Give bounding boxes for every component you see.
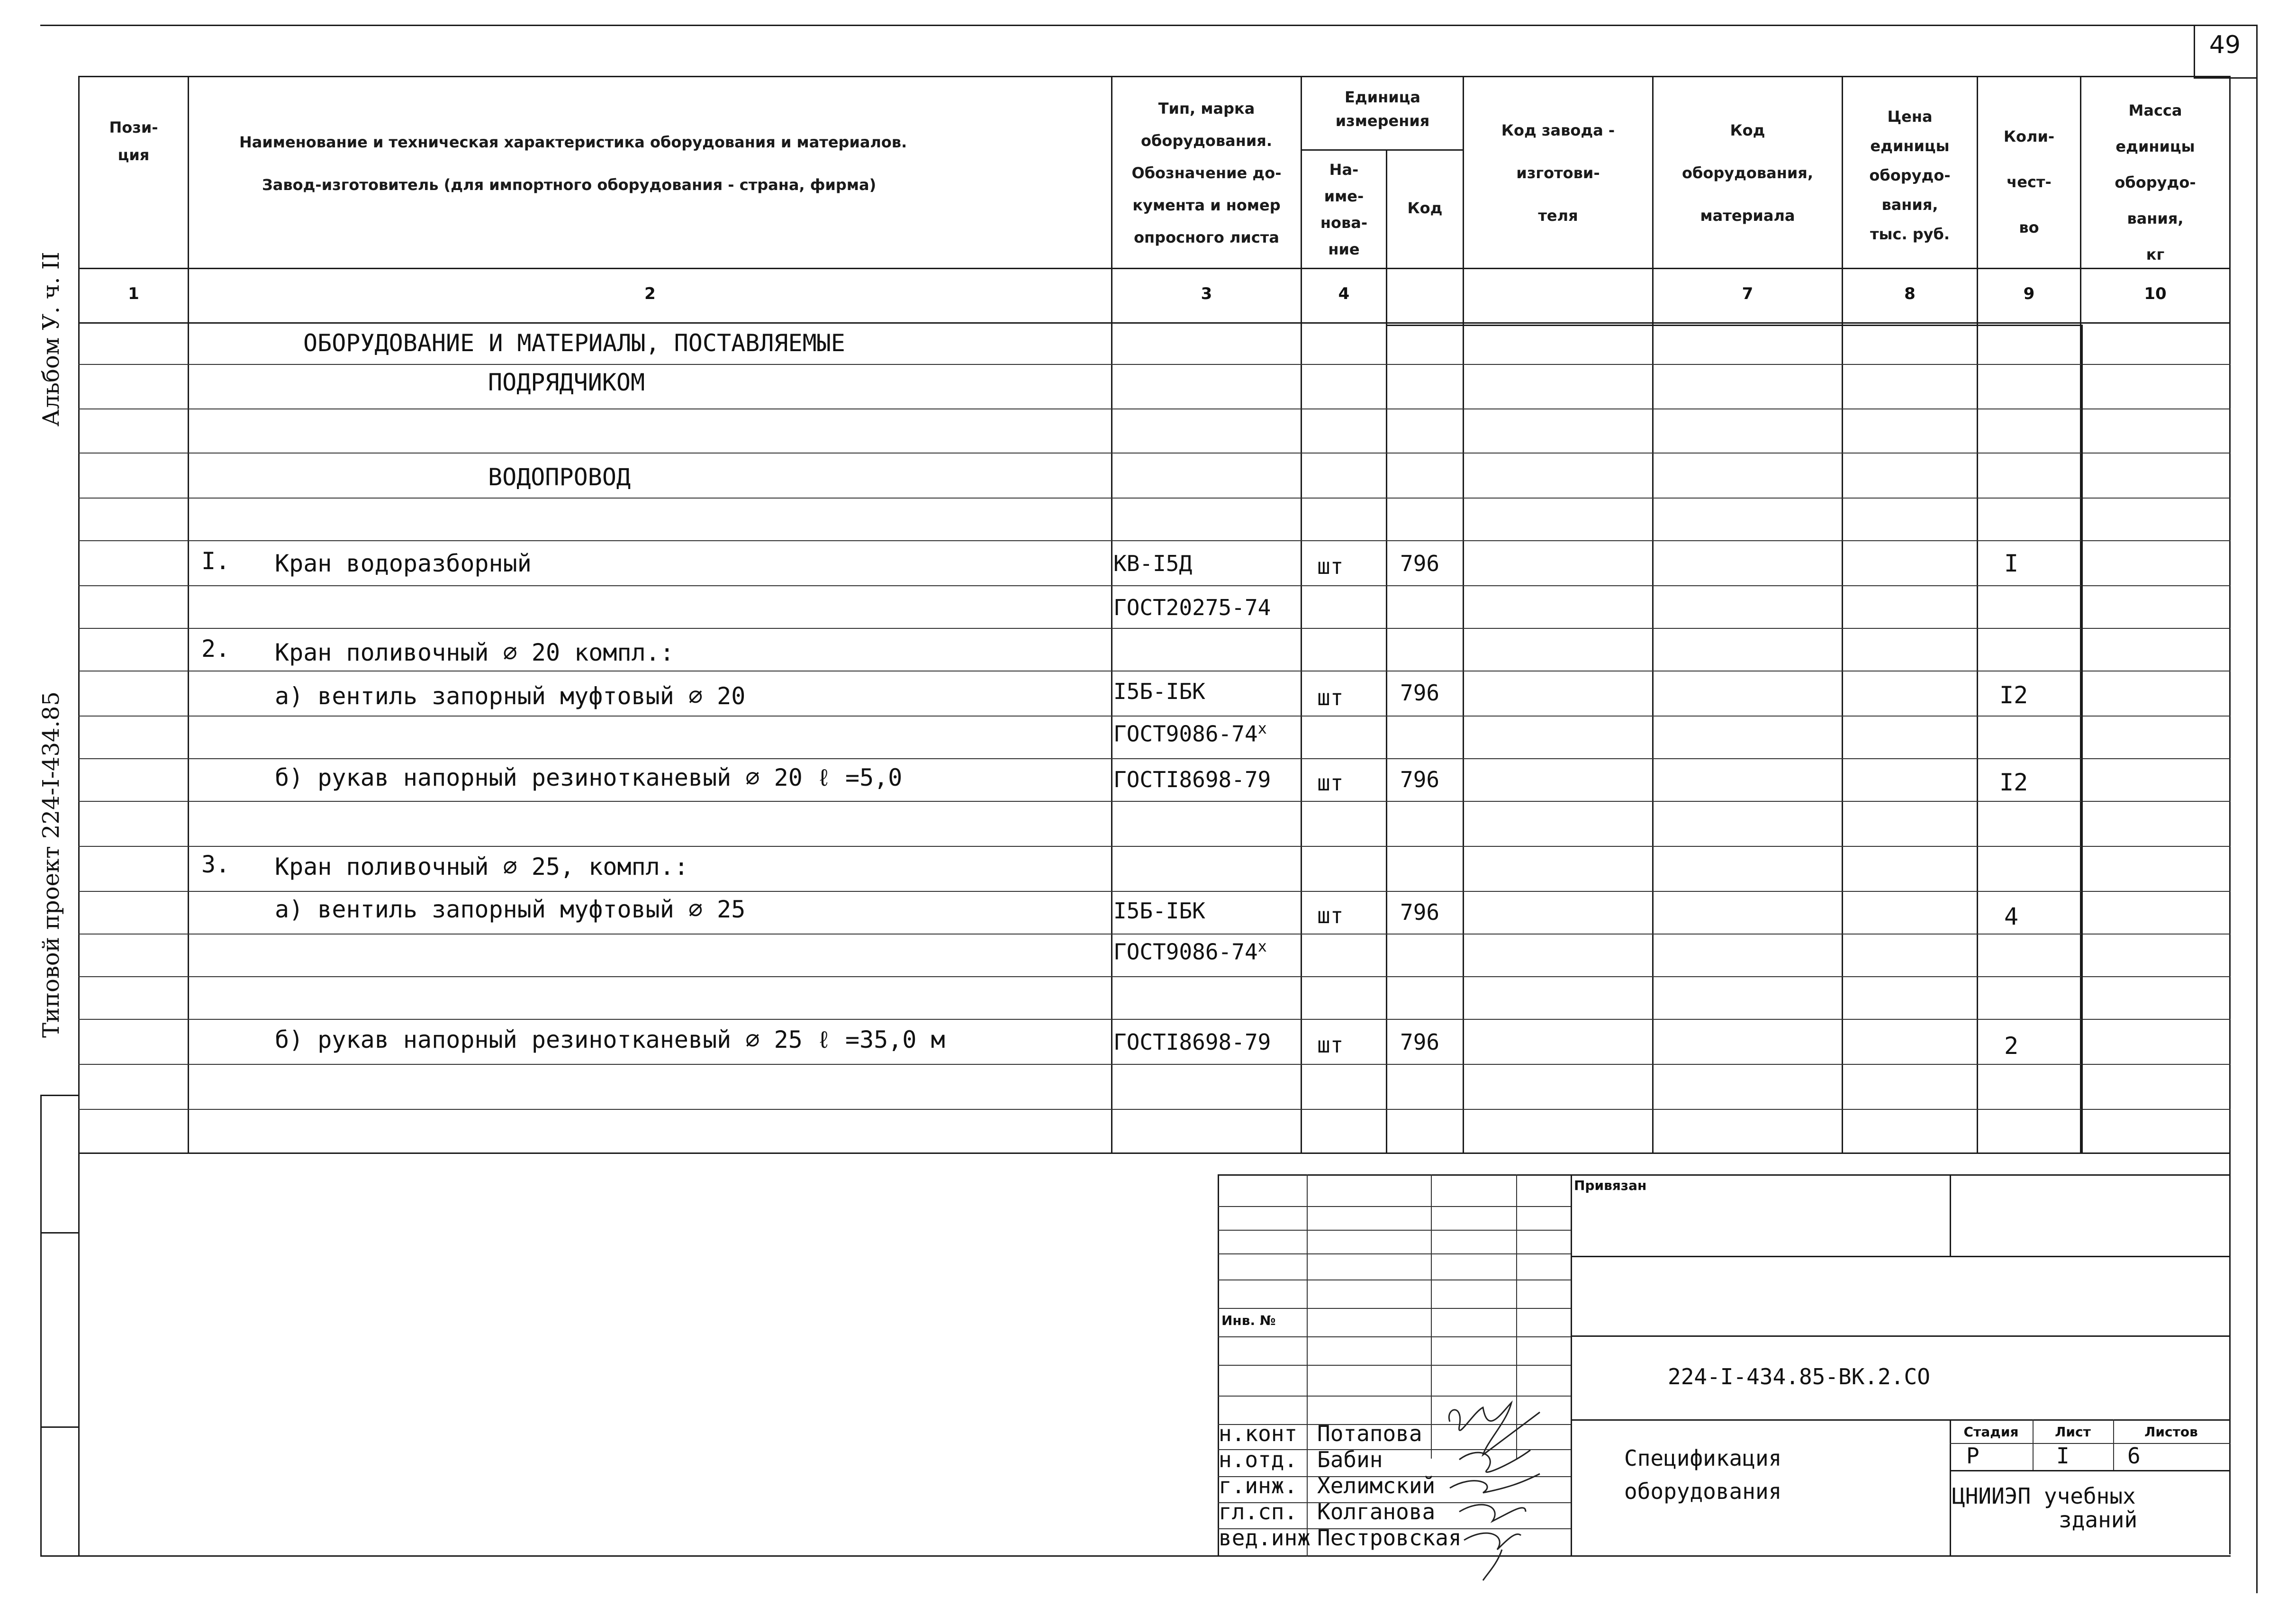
tb-stage-row [1950, 1443, 2231, 1444]
row-name: а) вентиль запорный муфтовый ∅ 20 [275, 682, 746, 710]
document-code: 224-I-434.85-ВК.2.СО [1668, 1364, 1930, 1389]
signatures-scribble [1431, 1393, 1554, 1583]
tb-row [1218, 1365, 1571, 1366]
signer-role: г.инж. [1219, 1473, 1298, 1498]
row-line [78, 1109, 2231, 1110]
signer-name: Хелимский [1317, 1473, 1436, 1498]
header-unit-code: Код [1407, 199, 1443, 217]
row-line [78, 408, 2231, 409]
header-name: Наименование и техническая характеристика оборудования и материалов. Завод-изготовитель (для импортного оборудования - страна, фирма) [239, 133, 907, 194]
section-title-2: ПОДРЯДЧИКОМ [488, 369, 645, 396]
col-number: 8 [1904, 284, 1916, 303]
col-line [1652, 76, 1654, 1154]
row-unit: шт [1317, 903, 1344, 928]
signer-name: Потапова [1317, 1421, 1422, 1446]
privyazan-label: Привязан [1574, 1178, 1647, 1193]
tb-privyazan-split [1950, 1174, 1951, 1257]
margin-stub-h2 [40, 1232, 79, 1234]
page-number: 49 [2209, 31, 2241, 59]
row-type: ГОСТI8698-79 [1113, 767, 1271, 792]
row-name: а) вентиль запорный муфтовый ∅ 25 [275, 896, 746, 923]
signer-name: Колганова [1317, 1499, 1436, 1524]
title-block-top [1218, 1174, 2231, 1176]
header-unit-name: На- име- нова- ние [1320, 161, 1368, 258]
row-line [78, 628, 2231, 629]
header-quantity: Коли- чест- во [2003, 127, 2055, 236]
row-name: б) рукав напорный резинотканевый ∅ 20 ℓ =5,0 [275, 764, 903, 791]
row-name: б) рукав напорный резинотканевый ∅ 25 ℓ =35,0 м [275, 1026, 945, 1053]
row-name: Кран поливочный ∅ 25, компл.: [275, 853, 688, 880]
tb-row [1218, 1336, 1571, 1337]
stage-value: Р [1966, 1443, 1980, 1469]
row-qty: I2 [1999, 769, 2028, 796]
tb-row [1218, 1308, 1571, 1309]
frame-right [2256, 25, 2258, 1593]
organization-1: ЦНИИЭП учебных [1952, 1483, 2136, 1509]
row-code: 796 [1400, 1029, 1440, 1055]
row-line [78, 498, 2231, 499]
document-title-1: Спецификация [1624, 1445, 1782, 1471]
header-factory-code: Код завода - изготови- теля [1501, 121, 1615, 225]
row-line [78, 846, 2231, 847]
frame-table-right [2229, 76, 2231, 1554]
col-number: 7 [1742, 284, 1754, 303]
side-project: Типовой проект 224-I-434.85 [38, 691, 64, 1038]
top-rule [40, 25, 2258, 26]
tb-hline [1571, 1335, 2231, 1337]
signer-name: Пестровская [1317, 1525, 1462, 1551]
colnum-bottom [78, 322, 2231, 324]
tb-row [1218, 1253, 1571, 1254]
col-number: 3 [1201, 284, 1212, 303]
col-number: 2 [644, 284, 656, 303]
row-type: ГОСТI8698-79 [1113, 1029, 1271, 1055]
data-box-right [2081, 325, 2083, 1154]
row-qty: 2 [2004, 1032, 2019, 1060]
row-code: 796 [1400, 767, 1440, 792]
col-line [1386, 149, 1387, 1154]
row-type: КВ-I5Д [1113, 551, 1193, 576]
frame-bottom [40, 1555, 2231, 1557]
tb-stage-row [1950, 1470, 2231, 1471]
tb-row [1218, 1206, 1571, 1207]
row-line [78, 934, 2231, 935]
row-position: I. [201, 547, 230, 575]
row-line [78, 976, 2231, 977]
row-name: Кран водоразборный [275, 550, 532, 577]
row-line [78, 585, 2231, 586]
row-line [78, 540, 2231, 541]
tb-row [1218, 1279, 1571, 1280]
row-code: 796 [1400, 899, 1440, 925]
col-number: 4 [1338, 284, 1350, 303]
signer-name: Бабин [1317, 1447, 1383, 1472]
row-line [78, 716, 2231, 717]
tb-hline [1571, 1256, 2231, 1257]
sheet-label: Лист [2055, 1424, 2091, 1440]
tb-hline [1571, 1419, 2231, 1421]
sheets-value: 6 [2127, 1443, 2141, 1469]
row-unit: шт [1317, 554, 1344, 579]
margin-stub [40, 1095, 42, 1557]
header-mass: Масса единицы оборудо- вания, кг [2115, 101, 2196, 263]
document-title-2: оборудования [1624, 1479, 1782, 1504]
row-type: I5Б-IБК [1113, 679, 1205, 704]
row-qty: 4 [2004, 903, 2019, 930]
table-top [78, 76, 2231, 77]
row-unit: шт [1317, 685, 1344, 710]
row-line [78, 758, 2231, 759]
row-line [78, 801, 2231, 802]
row-type: I5Б-IБК [1113, 898, 1205, 924]
margin-stub-h3 [40, 1426, 79, 1428]
row-line [78, 1064, 2231, 1065]
data-box-top [1386, 325, 2080, 326]
side-album: Альбом У. ч. II [38, 252, 64, 426]
sheets-label: Листов [2144, 1424, 2198, 1440]
col-number: 1 [128, 284, 139, 303]
signer-role: гл.сп. [1219, 1499, 1298, 1524]
row-name: Кран поливочный ∅ 20 компл.: [275, 639, 674, 666]
row-code: 796 [1400, 551, 1440, 576]
header-position: Пози- ция [109, 118, 158, 164]
header-equipment-code: Код оборудования, материала [1682, 121, 1813, 225]
row-type: ГОСТ20275-74 [1113, 595, 1271, 620]
inv-label: Инв. № [1221, 1313, 1276, 1328]
unit-group-line [1301, 149, 1464, 151]
col-number: 10 [2144, 284, 2167, 303]
row-unit: шт [1317, 770, 1344, 796]
section-title: ОБОРУДОВАНИЕ И МАТЕРИАЛЫ, ПОСТАВЛЯЕМЫЕ [303, 329, 845, 357]
col-line [1463, 76, 1464, 1154]
table-body-bottom [78, 1152, 2231, 1154]
row-code: 796 [1400, 680, 1440, 706]
tb-col [1571, 1174, 1572, 1557]
header-bottom [78, 268, 2231, 269]
tb-stage-split [1950, 1419, 1951, 1557]
row-line [78, 453, 2231, 454]
organization-2: зданий [2059, 1507, 2138, 1533]
header-unit-group: Единица измерения [1335, 88, 1430, 130]
row-qty: I2 [1999, 681, 2028, 709]
header-price: Цена единицы оборудо- вания, тыс. руб. [1869, 108, 1951, 243]
section-subtitle: ВОДОПРОВОД [488, 463, 631, 491]
row-line [78, 364, 2231, 365]
row-position: 3. [201, 851, 230, 878]
signer-role: н.конт [1219, 1421, 1298, 1446]
margin-stub-h1 [40, 1095, 79, 1096]
stage-label: Стадия [1963, 1424, 2019, 1440]
tb-row [1218, 1230, 1571, 1231]
col-number: 9 [2023, 284, 2035, 303]
signer-role: н.отд. [1219, 1447, 1298, 1472]
row-type: ГОСТ9086-74$^x$ [1113, 719, 1267, 747]
row-line [78, 891, 2231, 892]
signer-role: вед.инж [1219, 1525, 1311, 1551]
row-line [78, 1019, 2231, 1020]
header-type: Тип, марка оборудования. Обозначение до- кумента и номер опросного листа [1131, 100, 1282, 246]
sheet-value: I [2056, 1443, 2070, 1469]
col-line [188, 76, 189, 1154]
row-qty: I [2004, 550, 2019, 577]
row-position: 2. [201, 635, 230, 662]
row-unit: шт [1317, 1032, 1344, 1058]
row-type: ГОСТ9086-74$^x$ [1113, 937, 1267, 965]
